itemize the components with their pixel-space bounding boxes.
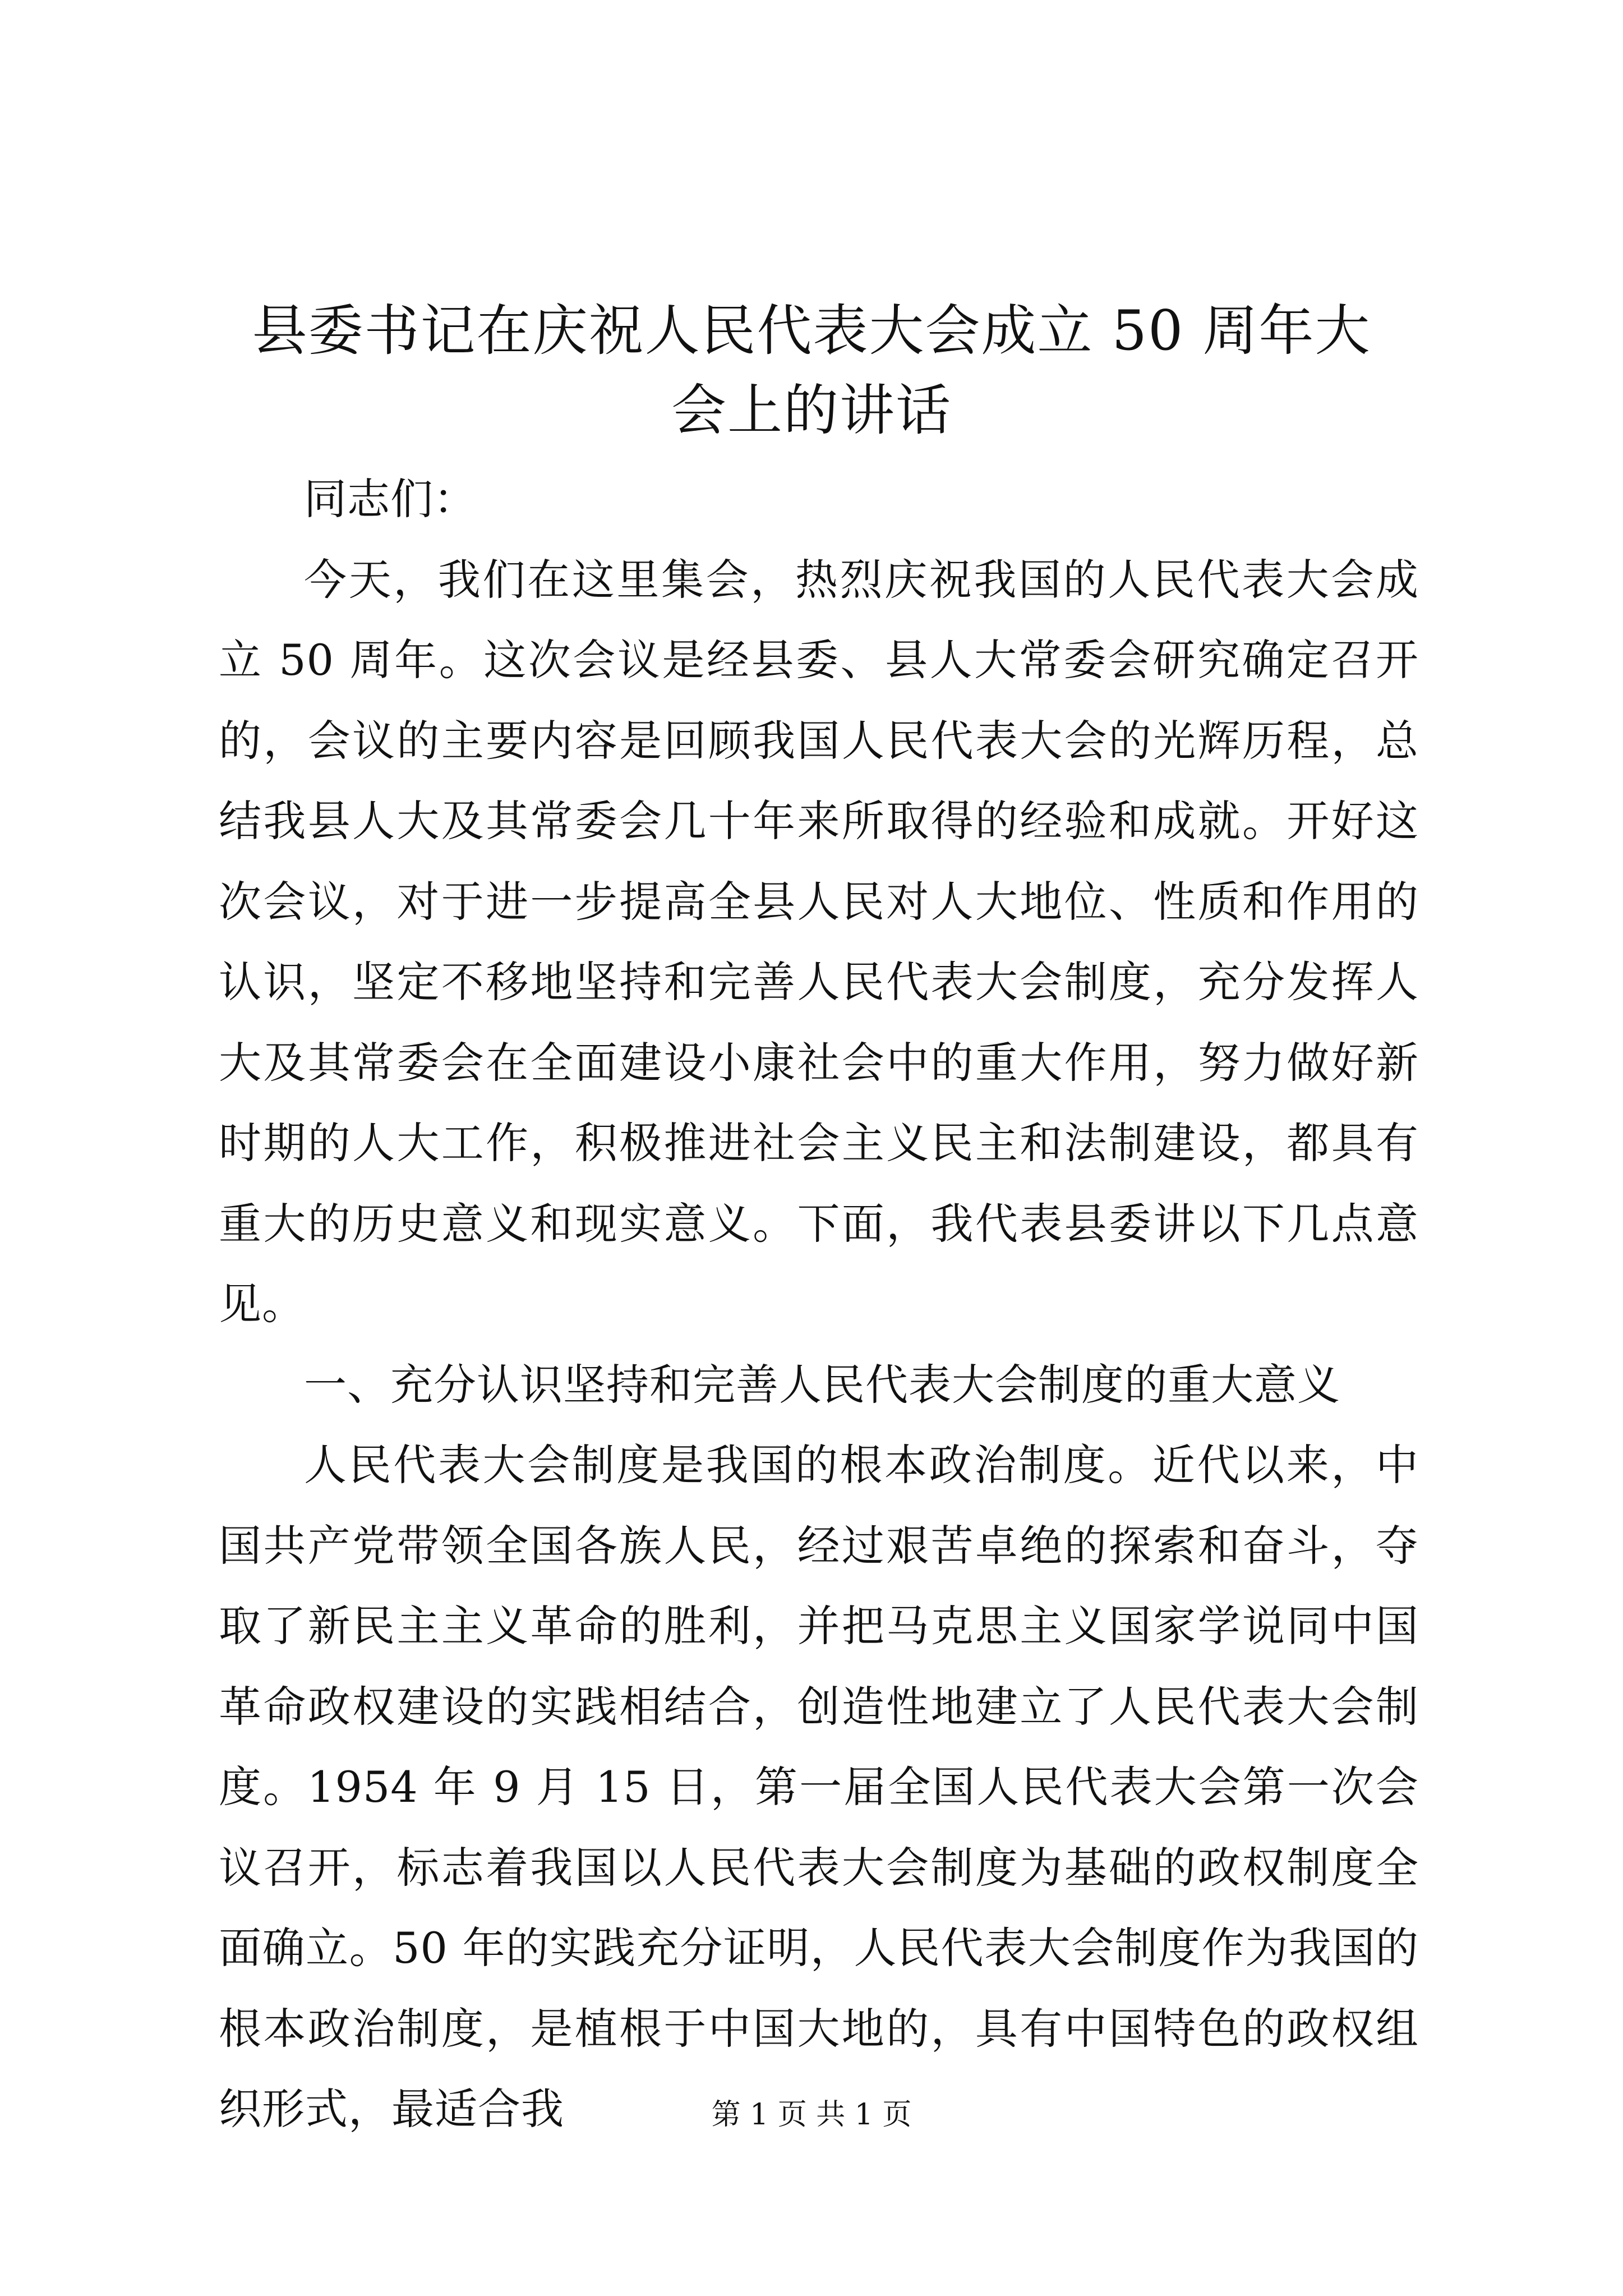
salutation: 同志们： (304, 474, 477, 524)
paragraph-section-1: 人民代表大会制度是我国的根本政治制度。近代以来，中国共产党带领全国各族人民，经过艰苦卓绝的探索和奋斗，夺取了新民主主义革命的胜利，并把马克思主义国家学说同中国革命政权建设的实践相结合，创造性地建立了人民代表大会制度。1954 年 9 月 15 日，第一届全国人民代表大会第一次会议召开，标志着我国以人民代表大会制度为基础的政权制度全面确立。50 年的实践充分证明，人民代表大会制度作为我国的根本政治制度，是植根于中国大地的，具有中国特色的政权组织形式，最适合我 (219, 1440, 1419, 2134)
document-title-line-2: 会上的讲话 (671, 379, 952, 443)
paragraph-opening: 今天，我们在这里集会，热烈庆祝我国的人民代表大会成立 50 周年。这次会议是经县委、县人大常委会研究确定召开的，会议的主要内容是回顾我国人民代表大会的光辉历程，总结我县人大及其常委会几十年来所取得的经验和成就。开好这次会议，对于进一步提高全县人民对人大地位、性质和作用的认识，坚定不移地坚持和完善人民代表大会制度，充分发挥人大及其常委会在全面建设小康社会中的重大作用，努力做好新时期的人大工作，积极推进社会主义民主和法制建设，都具有重大的历史意义和现实意义。下面，我代表县委讲以下几点意见。 (219, 554, 1419, 1329)
section-heading-1: 一、充分认识坚持和完善人民代表大会制度的重大意义 (304, 1359, 1340, 1410)
document-body (219, 459, 1419, 2150)
document-title-line-1: 县委书记在庆祝人民代表大会成立 50 周年大 (252, 299, 1371, 363)
page-footer: 第 1 页 共 1 页 (711, 2098, 912, 2132)
